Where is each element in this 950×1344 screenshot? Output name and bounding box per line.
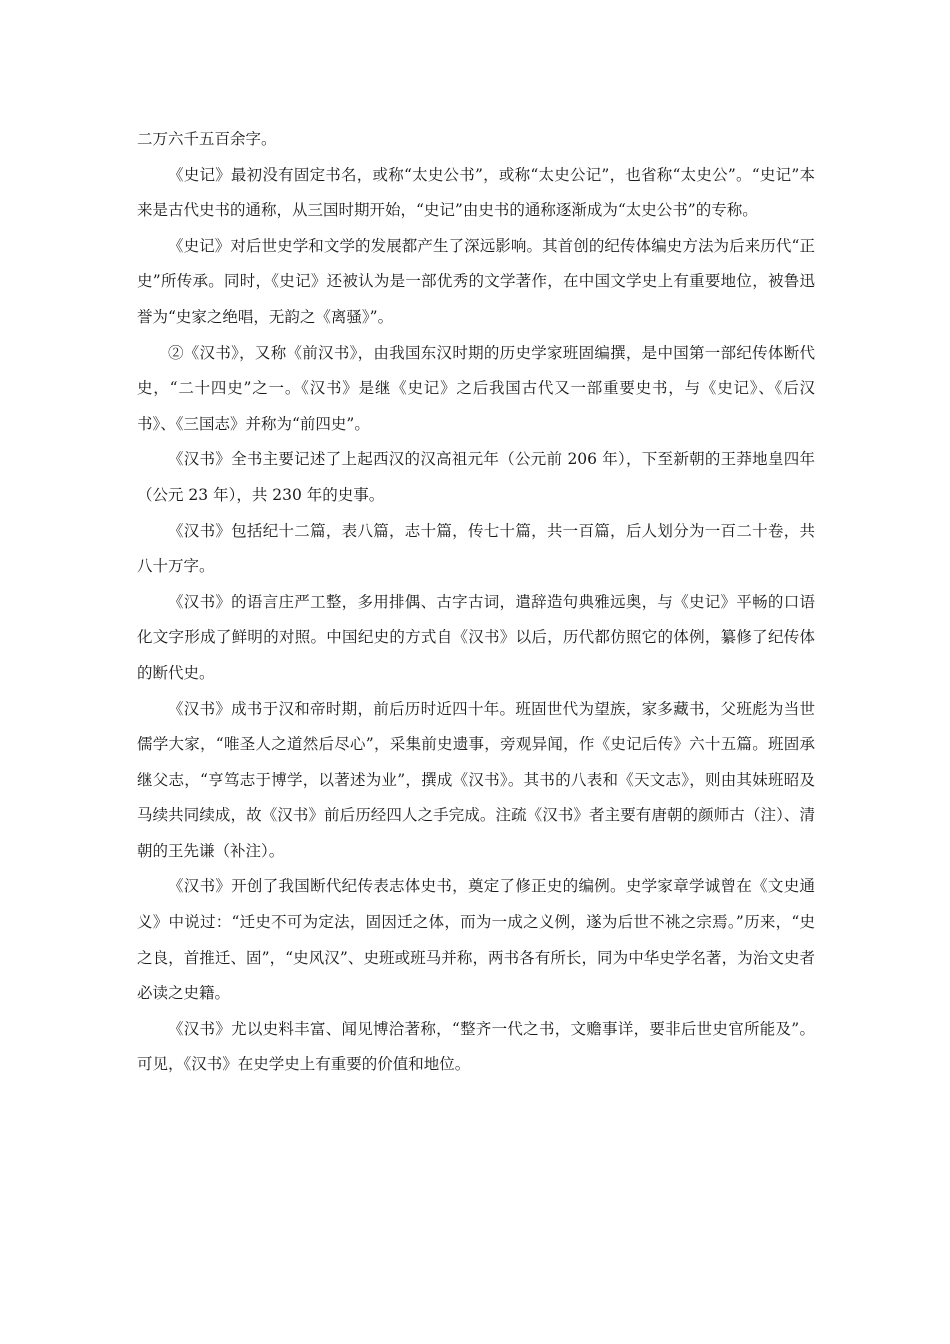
paragraph: 《汉书》全书主要记述了上起西汉的汉高祖元年（公元前 206 年），下至新朝的王莽地皇四年（公元 23 年），共 230 年的史事。 xyxy=(137,450,815,504)
paragraph: 《汉书》成书于汉和帝时期，前后历时近四十年。班固世代为望族，家多藏书，父班彪为当世儒学大家，“唯圣人之道然后尽心”，采集前史遗事，旁观异闻，作《史记后传》六十五篇。班固承继父志，“亨笃志于博学，以著述为业”，撰成《汉书》。其书的八表和《天文志》，则由其妹班昭及马续共同续成，故《汉书》前后历经四人之手完成。注疏《汉书》者主要有唐朝的颜师古（注）、清朝的王先谦（补注）。 xyxy=(137,699,815,860)
paragraph: 《汉书》尤以史料丰富、闻见博洽著称，“整齐一代之书，文赡事详，要非后世史官所能及”。可见，《汉书》在史学史上有重要的价值和地位。 xyxy=(137,1019,815,1074)
paragraph: 《汉书》包括纪十二篇，表八篇，志十篇，传七十篇，共一百篇，后人划分为一百二十卷，共八十万字。 xyxy=(137,521,815,576)
paragraph: 《史记》最初没有固定书名，或称“太史公书”，或称“太史公记”，也省称“太史公”。“史记”本来是古代史书的通称，从三国时期开始，“史记”由史书的通称逐渐成为“太史公书”的专称。 xyxy=(137,165,815,220)
paragraph: 《汉书》开创了我国断代纪传表志体史书，奠定了修正史的编例。史学家章学诚曾在《文史通义》中说过：“迁史不可为定法，固因迁之体，而为一成之义例，遂为后世不祧之宗焉。”历来，“史之良，首推迁、固”，“史风汉”、史班或班马并称，两书各有所长，同为中华史学名著，为治文史者必读之史籍。 xyxy=(137,877,815,1003)
document-body xyxy=(137,122,815,1083)
paragraph: 《汉书》的语言庄严工整，多用排偶、古字古词，遣辞造句典雅远奥，与《史记》平畅的口语化文字形成了鲜明的对照。中国纪史的方式自《汉书》以后，历代都仿照它的体例，纂修了纪传体的断代史。 xyxy=(137,592,815,682)
paragraph: 二万六千五百余字。 xyxy=(137,130,277,148)
paragraph: 《史记》对后世史学和文学的发展都产生了深远影响。其首创的纪传体编史方法为后来历代“正史”所传承。同时，《史记》还被认为是一部优秀的文学著作，在中国文学史上有重要地位，被鲁迅誉为“史家之绝唱，无韵之《离骚》”。 xyxy=(137,236,815,326)
paragraph: ②《汉书》，又称《前汉书》，由我国东汉时期的历史学家班固编撰，是中国第一部纪传体断代史，“二十四史”之一。《汉书》是继《史记》之后我国古代又一部重要史书，与《史记》、《后汉书》、《三国志》并称为“前四史”。 xyxy=(137,343,815,433)
